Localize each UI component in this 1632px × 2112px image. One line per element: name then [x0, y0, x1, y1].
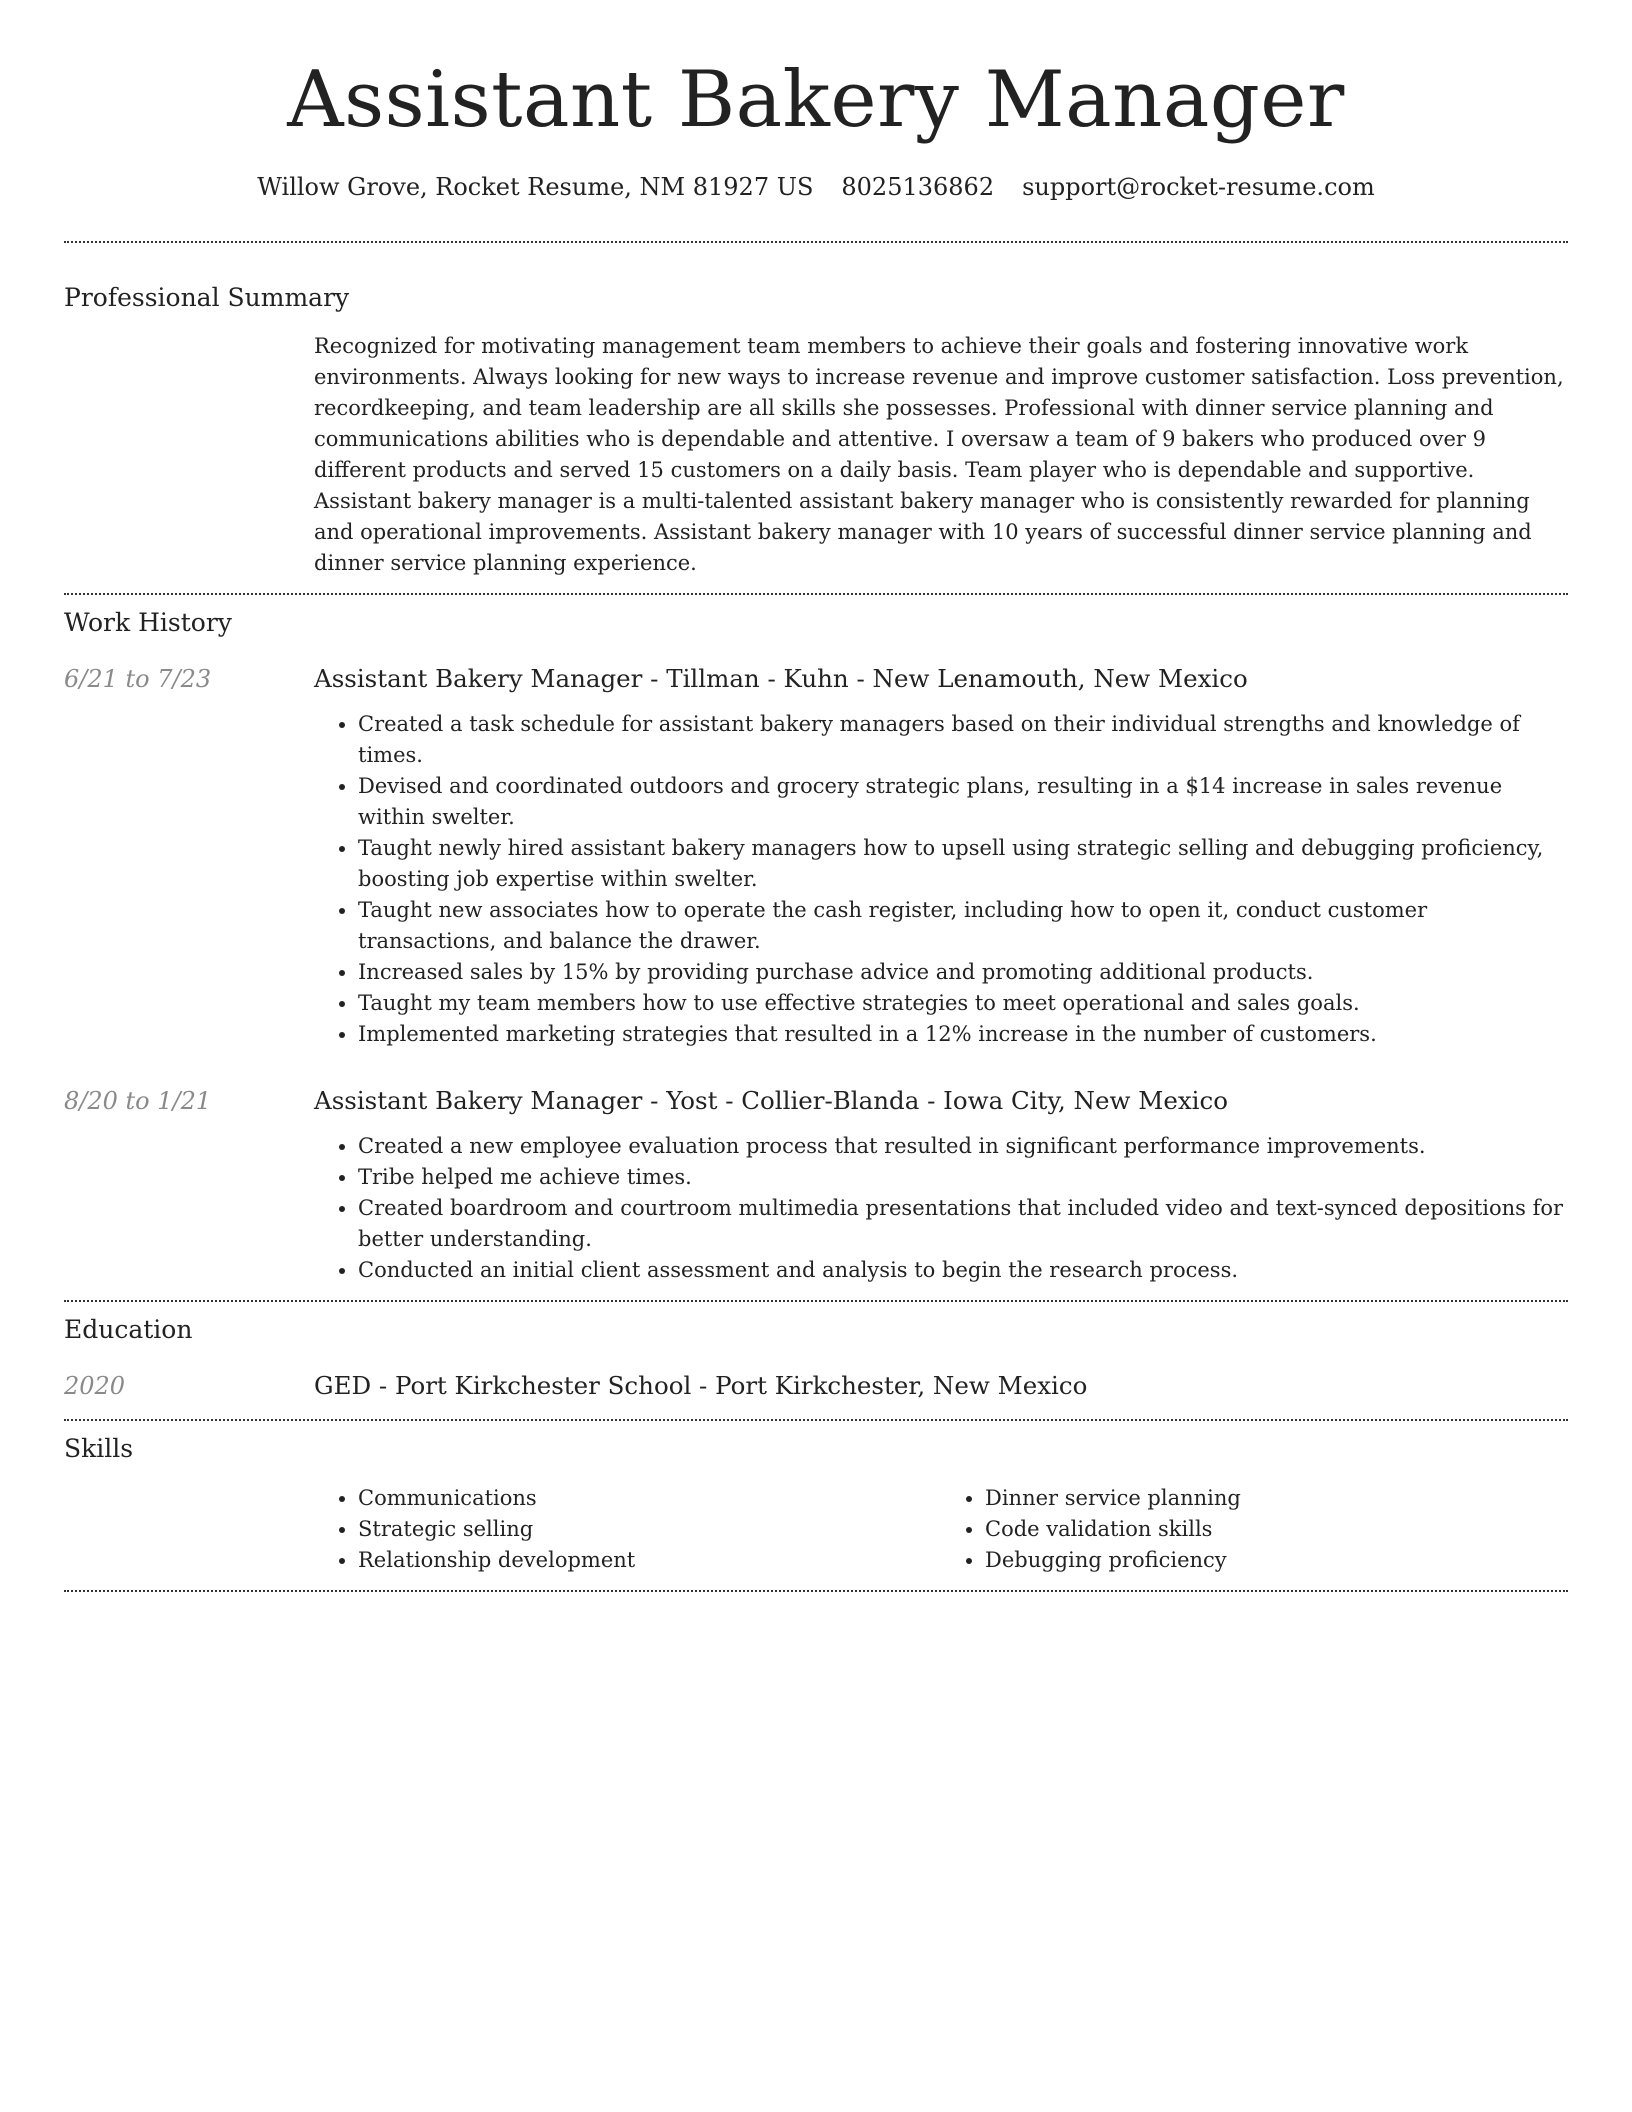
- job-bullets: [314, 709, 1568, 1050]
- list-item: • Tribe helped me achieve times.: [358, 1162, 1568, 1193]
- section-title-summary: Professional Summary: [64, 283, 350, 312]
- work-history-section: [64, 595, 1568, 1286]
- list-item: • Communications: [358, 1483, 941, 1514]
- job-entry: [64, 662, 1568, 1050]
- list-item: • Taught my team members how to use effective strategies to meet operational and sales goals.: [358, 988, 1568, 1019]
- section-title-education: Education: [64, 1315, 193, 1344]
- skills-section: [64, 1421, 1568, 1576]
- skills-list-left: [314, 1483, 941, 1576]
- job-dates: 6/21 to 7/23: [64, 665, 212, 693]
- education-section: [64, 1302, 1568, 1403]
- job-dates: 8/20 to 1/21: [64, 1087, 212, 1115]
- list-item: • Implemented marketing strategies that resulted in a 12% increase in the number of customers.: [358, 1019, 1568, 1050]
- resume-page: [64, 0, 1568, 1592]
- list-item: • Taught new associates how to operate the cash register, including how to open it, conduct customer transactions, and balance the drawer.: [358, 895, 1568, 957]
- job-bullets: [314, 1131, 1568, 1286]
- list-item: • Created a task schedule for assistant bakery managers based on their individual strengths and knowledge of times.: [358, 709, 1568, 771]
- section-title-work-history: Work History: [64, 608, 232, 637]
- list-item: • Debugging proficiency: [985, 1545, 1568, 1576]
- education-heading: GED - Port Kirkchester School - Port Kirkchester, New Mexico: [314, 1371, 1088, 1400]
- list-item: • Devised and coordinated outdoors and grocery strategic plans, resulting in a $14 increase in sales revenue within swelter.: [358, 771, 1568, 833]
- list-item: • Increased sales by 15% by providing purchase advice and promoting additional products.: [358, 957, 1568, 988]
- summary-text: Recognized for motivating management team members to achieve their goals and fostering innovative work environments. Always looking for new ways to increase revenue and improve customer satisfaction. Loss prevention, recordkeeping, and team leadership are all skills she possesses. Professional with dinner service planning and communications abilities who is dependable and attentive. I oversaw a team of 9 bakers who produced over 9 different products and served 15 customers on a daily basis. Team player who is dependable and supportive. Assistant bakery manager is a multi-talented assistant bakery manager who is consistently rewarded for planning and operational improvements. Assistant bakery manager with 10 years of successful dinner service planning and dinner service planning experience.: [314, 334, 1564, 575]
- list-item: • Created boardroom and courtroom multimedia presentations that included video and text-synced depositions for better understanding.: [358, 1193, 1568, 1255]
- job-heading: Assistant Bakery Manager - Tillman - Kuhn - New Lenamouth, New Mexico: [314, 664, 1248, 693]
- list-item: • Strategic selling: [358, 1514, 941, 1545]
- contact-email: support@rocket-resume.com: [1022, 173, 1375, 201]
- list-item: • Relationship development: [358, 1545, 941, 1576]
- resume-name: Assistant Bakery Manager: [287, 55, 1345, 145]
- list-item: • Conducted an initial client assessment and analysis to begin the research process.: [358, 1255, 1568, 1286]
- contact-address: Willow Grove, Rocket Resume, NM 81927 US: [257, 173, 814, 201]
- list-item: • Dinner service planning: [985, 1483, 1568, 1514]
- list-item: • Created a new employee evaluation process that resulted in significant performance improvements.: [358, 1131, 1568, 1162]
- skills-list-right: [941, 1483, 1568, 1576]
- skills-grid: [314, 1483, 1568, 1576]
- summary-section: [64, 243, 1568, 579]
- job-heading: Assistant Bakery Manager - Yost - Collier-Blanda - Iowa City, New Mexico: [314, 1086, 1228, 1115]
- job-entry: [64, 1084, 1568, 1286]
- section-title-skills: Skills: [64, 1434, 134, 1463]
- contact-phone: 8025136862: [841, 173, 995, 201]
- list-item: • Taught newly hired assistant bakery managers how to upsell using strategic selling and debugging proficiency, boosting job expertise within swelter.: [358, 833, 1568, 895]
- contact-line: [64, 170, 1568, 204]
- list-item: • Code validation skills: [985, 1514, 1568, 1545]
- divider: [64, 1590, 1568, 1592]
- education-year: 2020: [64, 1372, 126, 1400]
- education-entry: [64, 1369, 1568, 1403]
